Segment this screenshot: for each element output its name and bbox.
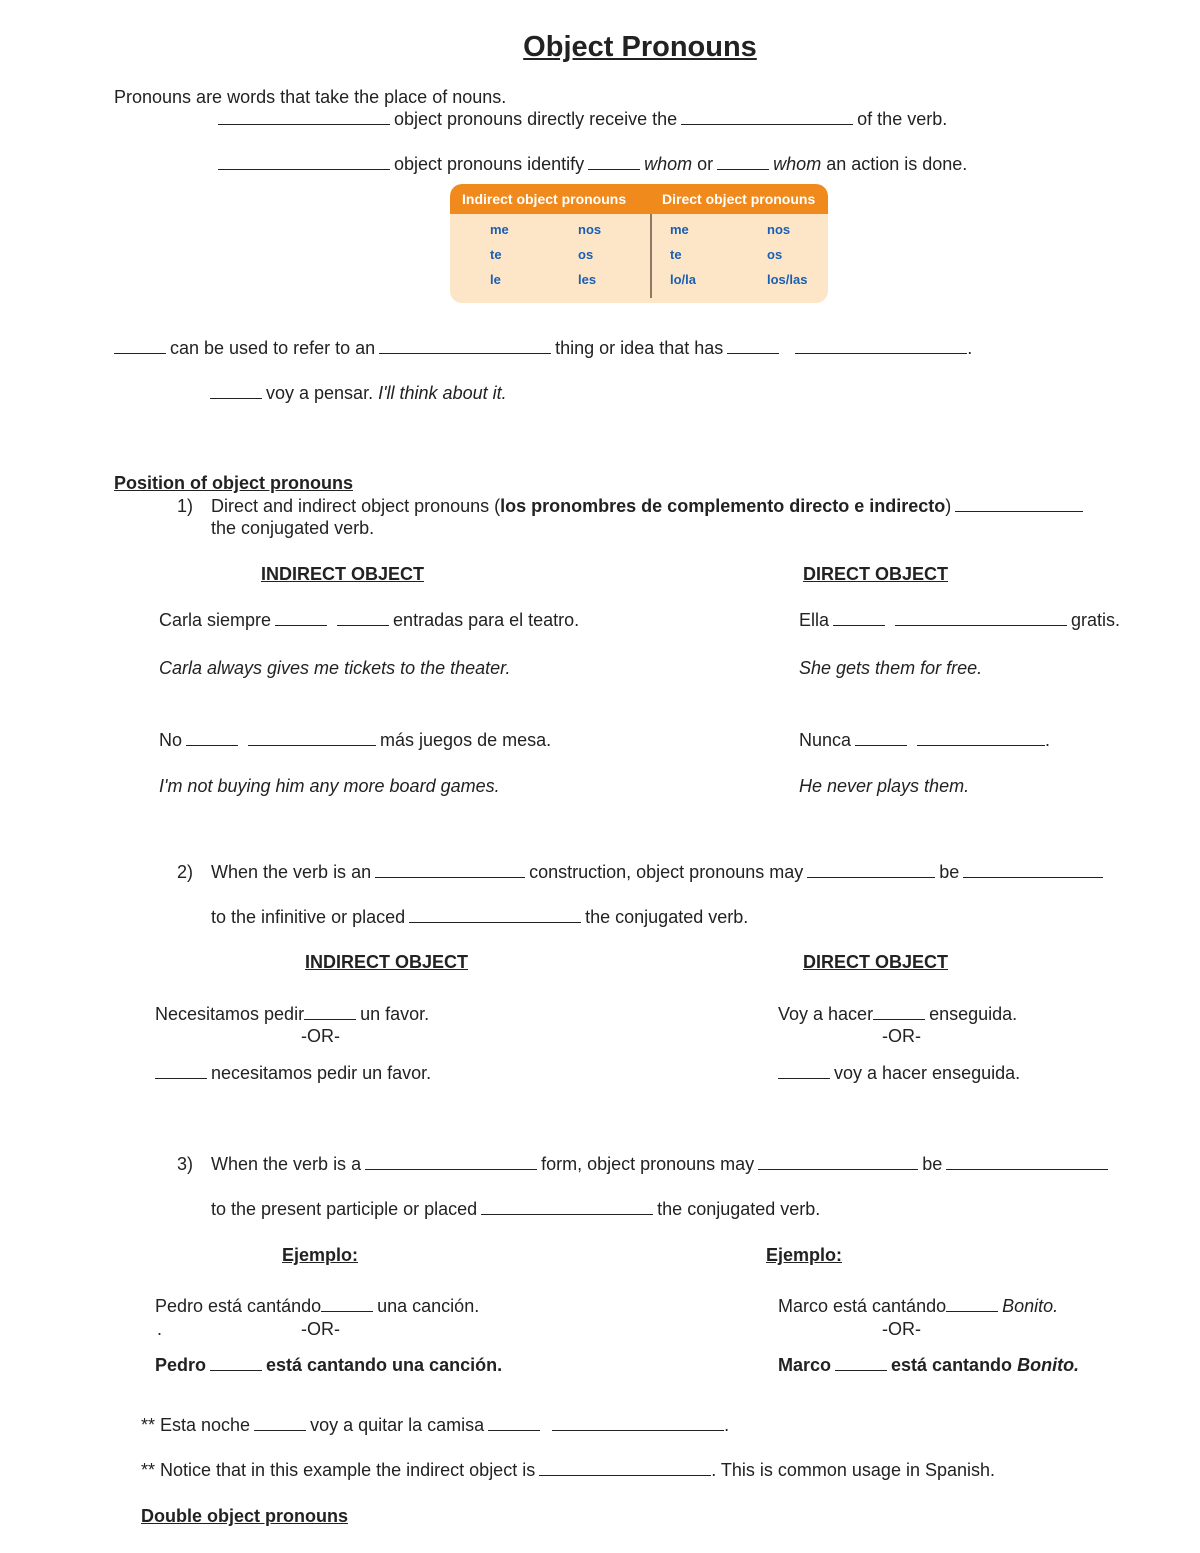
direct-pronouns-header: Direct object pronouns <box>650 184 828 214</box>
ejemplo-heading: Ejemplo: <box>766 1245 843 1265</box>
example-sentence: Carla siempre entradas para el teatro. <box>159 610 580 630</box>
example-sentence: Nunca . <box>799 730 1051 750</box>
blank <box>895 609 1067 626</box>
blank <box>946 1153 1108 1170</box>
blank <box>304 1003 356 1020</box>
item-3-line-1: When the verb is a form, object pronouns may be <box>211 1153 1112 1175</box>
table-cell: los/las <box>767 272 808 287</box>
note-2: ** Notice that in this example the indirect object is . This is common usage in Spanish. <box>141 1460 996 1480</box>
double-object-heading: Double object pronouns <box>141 1506 348 1526</box>
blank <box>717 153 769 170</box>
blank <box>210 382 262 399</box>
neuter-line-2: voy a pensar. I'll think about it. <box>210 382 507 404</box>
stray-dot: . <box>157 1319 163 1339</box>
intro-line-2: object pronouns directly receive the of the verb. <box>214 108 947 130</box>
blank <box>807 861 935 878</box>
blank <box>946 1295 998 1312</box>
blank <box>254 1414 306 1431</box>
table-cell: te <box>670 247 682 262</box>
position-heading: Position of object pronouns <box>114 473 353 493</box>
blank <box>365 1153 537 1170</box>
indirect-object-heading: INDIRECT OBJECT <box>305 952 469 972</box>
blank <box>409 906 581 923</box>
blank <box>795 337 967 354</box>
item-1-line-1: Direct and indirect object pronouns (los pronombres de complemento directo e indirecto) <box>211 495 1087 517</box>
or-separator: -OR- <box>882 1319 921 1339</box>
item-2-line-1: When the verb is an construction, object pronouns may be <box>211 861 1107 883</box>
blank <box>873 1003 925 1020</box>
blank <box>375 861 525 878</box>
blank <box>155 1062 207 1079</box>
or-separator: -OR- <box>301 1319 340 1339</box>
item-number: 3) <box>177 1154 194 1174</box>
blank <box>337 609 389 626</box>
table-cell: os <box>578 247 594 262</box>
blank <box>481 1198 653 1215</box>
blank <box>321 1295 373 1312</box>
blank <box>186 729 238 746</box>
item-1-line-2: the conjugated verb. <box>211 518 375 538</box>
ejemplo-heading: Ejemplo: <box>282 1245 359 1265</box>
example-sentence: Pedro está cantándo una canción. <box>155 1296 480 1316</box>
blank <box>727 337 779 354</box>
example-translation: He never plays them. <box>799 776 970 796</box>
blank <box>275 609 327 626</box>
item-2-line-2: to the infinitive or placed the conjugated verb. <box>211 907 749 927</box>
table-cell: me <box>490 222 509 237</box>
blank <box>855 729 907 746</box>
blank <box>552 1414 724 1431</box>
table-cell: os <box>767 247 783 262</box>
indirect-pronouns-header: Indirect object pronouns <box>450 184 650 214</box>
table-cell: les <box>578 272 597 287</box>
or-separator: -OR- <box>301 1026 340 1046</box>
blank <box>114 337 166 354</box>
table-cell: te <box>490 247 502 262</box>
example-translation: She gets them for free. <box>799 658 983 678</box>
blank <box>539 1459 711 1476</box>
pronoun-table <box>450 184 828 303</box>
table-cell: lo/la <box>670 272 697 287</box>
blank <box>210 1354 262 1371</box>
item-3-line-2: to the present participle or placed the conjugated verb. <box>211 1199 821 1219</box>
table-divider <box>650 214 652 298</box>
blank <box>917 729 1045 746</box>
indirect-object-heading: INDIRECT OBJECT <box>261 564 425 584</box>
blank <box>588 153 640 170</box>
example-sentence: necesitamos pedir un favor. <box>155 1062 431 1084</box>
table-cell: me <box>670 222 689 237</box>
example-sentence: Ella gratis. <box>799 610 1121 630</box>
intro-line-1: Pronouns are words that take the place of nouns. <box>114 87 507 107</box>
blank <box>778 1062 830 1079</box>
item-number: 1) <box>177 496 194 516</box>
item-number: 2) <box>177 862 194 882</box>
table-cell: nos <box>578 222 602 237</box>
page-title: Object Pronouns <box>523 31 757 63</box>
example-sentence: Pedro está cantando una canción. <box>155 1355 503 1375</box>
neuter-line-1: can be used to refer to an thing or idea that has . <box>114 337 972 359</box>
example-translation: Carla always gives me tickets to the theater. <box>159 658 511 678</box>
blank <box>248 729 376 746</box>
blank <box>681 108 853 125</box>
example-sentence: Necesitamos pedir un favor. <box>155 1004 430 1024</box>
blank <box>488 1414 540 1431</box>
blank <box>833 609 885 626</box>
example-sentence: Marco está cantándo Bonito. <box>778 1296 1059 1316</box>
blank <box>218 108 390 125</box>
blank <box>955 495 1083 512</box>
note-1: ** Esta noche voy a quitar la camisa . <box>141 1415 730 1435</box>
or-separator: -OR- <box>882 1026 921 1046</box>
example-sentence: Voy a hacer enseguida. <box>778 1004 1018 1024</box>
direct-object-heading: DIRECT OBJECT <box>803 952 949 972</box>
direct-object-heading: DIRECT OBJECT <box>803 564 949 584</box>
example-sentence: voy a hacer enseguida. <box>778 1062 1020 1084</box>
table-cell: nos <box>767 222 791 237</box>
example-translation: I'm not buying him any more board games. <box>159 776 500 796</box>
intro-line-3: object pronouns identify whom or whom an action is done. <box>214 153 967 175</box>
blank <box>218 153 390 170</box>
blank <box>379 337 551 354</box>
blank <box>835 1354 887 1371</box>
example-sentence: Marco está cantando Bonito. <box>778 1355 1080 1375</box>
blank <box>758 1153 918 1170</box>
blank <box>963 861 1103 878</box>
example-sentence: No más juegos de mesa. <box>159 730 552 750</box>
table-cell: le <box>490 272 501 287</box>
